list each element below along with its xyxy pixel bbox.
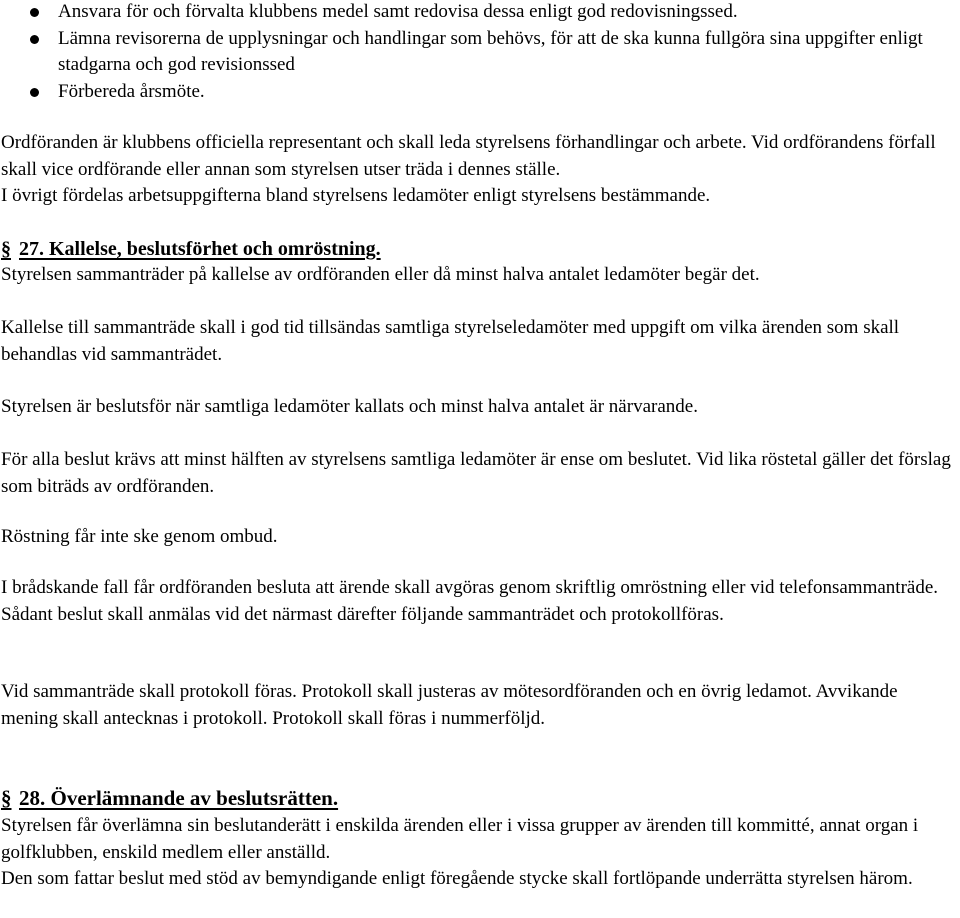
paragraph: Vid sammanträde skall protokoll föras. Protokoll skall justeras av mötesordföranden och en övrig ledamot. Avvikande mening skall antecknas i protokoll. Protokoll skall föras i nummerföljd. [1,681,898,729]
paragraph: I övrigt fördelas arbetsuppgifterna bland styrelsens ledamöter enligt styrelsens bestämmande. [1,185,711,206]
list-item [0,79,960,106]
list-item [0,26,960,79]
section-heading [1,236,957,263]
paragraph: Styrelsen sammanträder på kallelse av ordföranden eller då minst halva antalet ledamöter begär det. [1,264,760,285]
section-symbol: § [1,238,11,260]
bullet-text: Ansvara för och förvalta klubbens medel samt redovisa dessa enligt god redovisningssed. [58,1,738,22]
bullet-icon [30,8,39,17]
paragraph: Styrelsen får överlämna sin beslutanderätt i enskilda ärenden eller i vissa grupper av ärenden till kommitté, annat organ i golfklubben, enskild medlem eller anställd. [1,815,919,863]
bullet-text: Lämna revisorerna de upplysningar och handlingar som behövs, för att de ska kunna fullgöra sina uppgifter enligt stadgarna och god revisionssed [58,27,923,75]
section-title: 28. Överlämnande av beslutsrätten. [19,786,339,810]
section-title: 27. Kallelse, beslutsförhet och omröstning. [19,238,381,260]
list-item [0,0,960,26]
paragraph: Röstning får inte ske genom ombud. [1,526,278,547]
paragraph: I brådskande fall får ordföranden besluta att ärende skall avgöras genom skriftlig omröstning eller vid telefonsammanträde. Sådant beslut skall anmälas vid det närmast därefter följande sammanträdet och protokollföras. [1,577,939,625]
bullet-text: Förbereda årsmöte. [58,80,205,102]
paragraph: Ordföranden är klubbens officiella representant och skall leda styrelsens förhandlingar och arbete. Vid ordförandens förfall skall vice ordförande eller annan som styrelsen utser träda i dennes ställe. [1,132,936,180]
bullet-icon [30,35,39,44]
paragraph: Kallelse till sammanträde skall i god tid tillsändas samtliga styrelseledamöter med uppgift om vilka ärenden som skall behandlas vid sammanträdet. [1,317,900,365]
section-symbol: § [1,786,12,810]
paragraph: Den som fattar beslut med stöd av bemyndigande enligt föregående stycke skall fortlöpande underrätta styrelsen härom. [1,868,913,889]
paragraph: Styrelsen är beslutsför när samtliga ledamöter kallats och minst halva antalet är närvarande. [1,396,698,417]
bullet-icon [30,88,39,97]
paragraph: För alla beslut krävs att minst hälften av styrelsens samtliga ledamöter är ense om beslutet. Vid lika röstetal gäller det förslag som biträds av ordföranden. [1,449,951,497]
section-heading [1,785,957,812]
bullet-list [0,0,960,105]
